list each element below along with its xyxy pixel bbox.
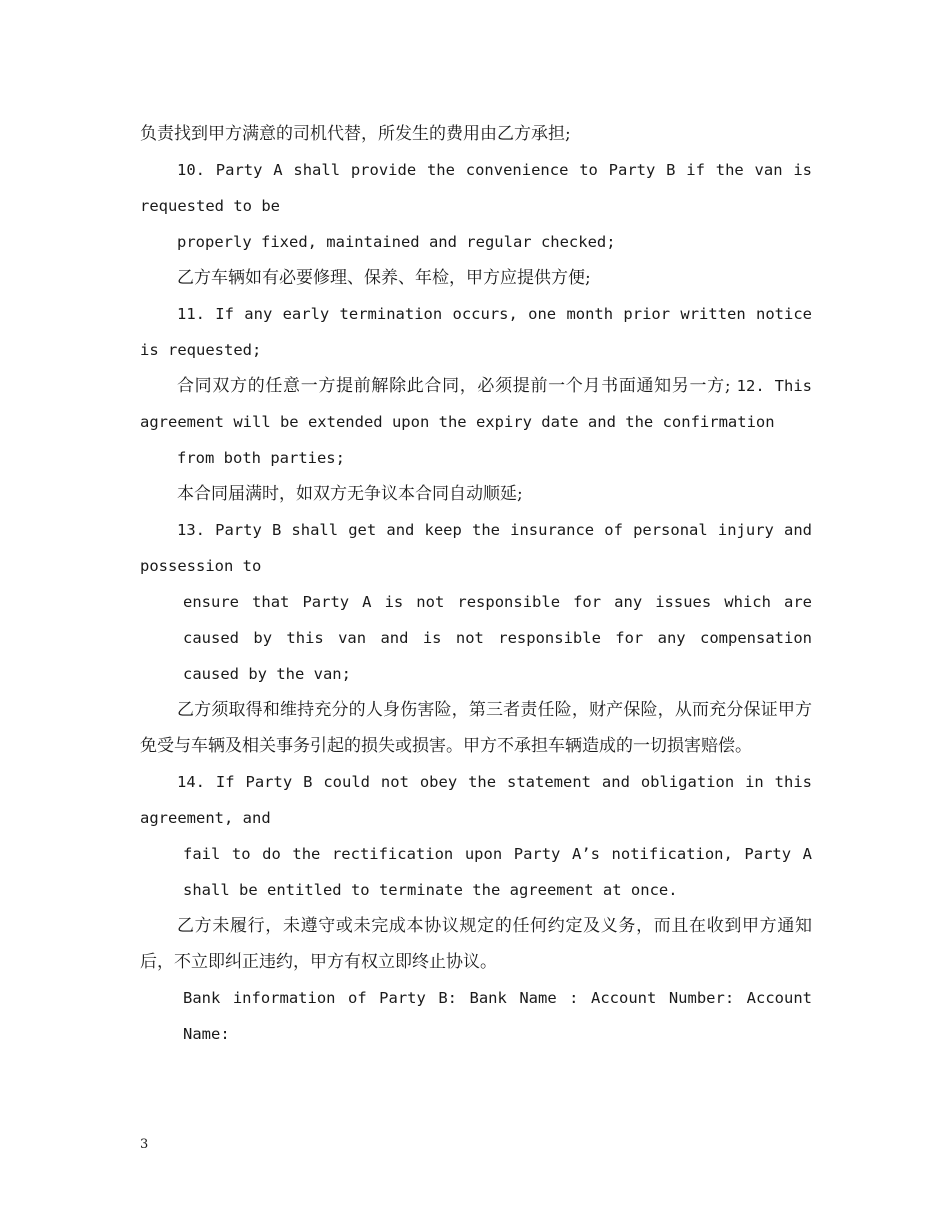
paragraph-clause-12-cn: 本合同届满时，如双方无争议本合同自动顺延; bbox=[177, 484, 523, 504]
document-body bbox=[140, 116, 812, 1052]
paragraph-clause-13-cont: ensure that Party A is not responsible for any issues which are caused by this van and is not responsible for any compensation caused by the van; bbox=[183, 593, 812, 683]
paragraph-clause-11: 11. If any early termination occurs, one month prior written notice is requested; bbox=[140, 305, 812, 359]
page-number: 3 bbox=[140, 1137, 149, 1152]
paragraph-clause-10-cont: properly fixed, maintained and regular checked; bbox=[177, 233, 616, 251]
paragraph-clause-14-cont: fail to do the rectification upon Party A’s notification, Party A shall be entitled to terminate the agreement at once. bbox=[183, 845, 812, 899]
paragraph-clause-12-cont: from both parties; bbox=[177, 449, 345, 467]
paragraph-clause-14: 14. If Party B could not obey the statement and obligation in this agreement, and bbox=[140, 773, 812, 827]
paragraph-clause-14-cn: 乙方未履行，未遵守或未完成本协议规定的任何约定及义务，而且在收到甲方通知后，不立即纠正违约，甲方有权立即终止协议。 bbox=[140, 916, 812, 972]
paragraph-clause-10-cn: 乙方车辆如有必要修理、保养、年检，甲方应提供方便; bbox=[177, 268, 591, 288]
paragraph-bank-information: Bank information of Party B: Bank Name : Account Number: Account Name: bbox=[183, 989, 812, 1043]
paragraph-clause-13: 13. Party B shall get and keep the insurance of personal injury and possession to bbox=[140, 521, 812, 575]
clause-11-cn-text: 合同双方的任意一方提前解除此合同，必须提前一个月书面通知另一方; bbox=[177, 376, 737, 396]
clause-12-text: 12. This agreement will be extended upon the expiry date and the confirmation bbox=[140, 377, 812, 431]
paragraph-clause-11-cn-and-12 bbox=[140, 368, 812, 440]
paragraph-driver-replacement-cn: 负责找到甲方满意的司机代替，所发生的费用由乙方承担; bbox=[140, 124, 571, 144]
paragraph-clause-10: 10. Party A shall provide the convenience to Party B if the van is requested to be bbox=[140, 161, 812, 215]
paragraph-clause-13-cn: 乙方须取得和维持充分的人身伤害险，第三者责任险，财产保险，从而充分保证甲方免受与车辆及相关事务引起的损失或损害。甲方不承担车辆造成的一切损害赔偿。 bbox=[140, 700, 812, 756]
